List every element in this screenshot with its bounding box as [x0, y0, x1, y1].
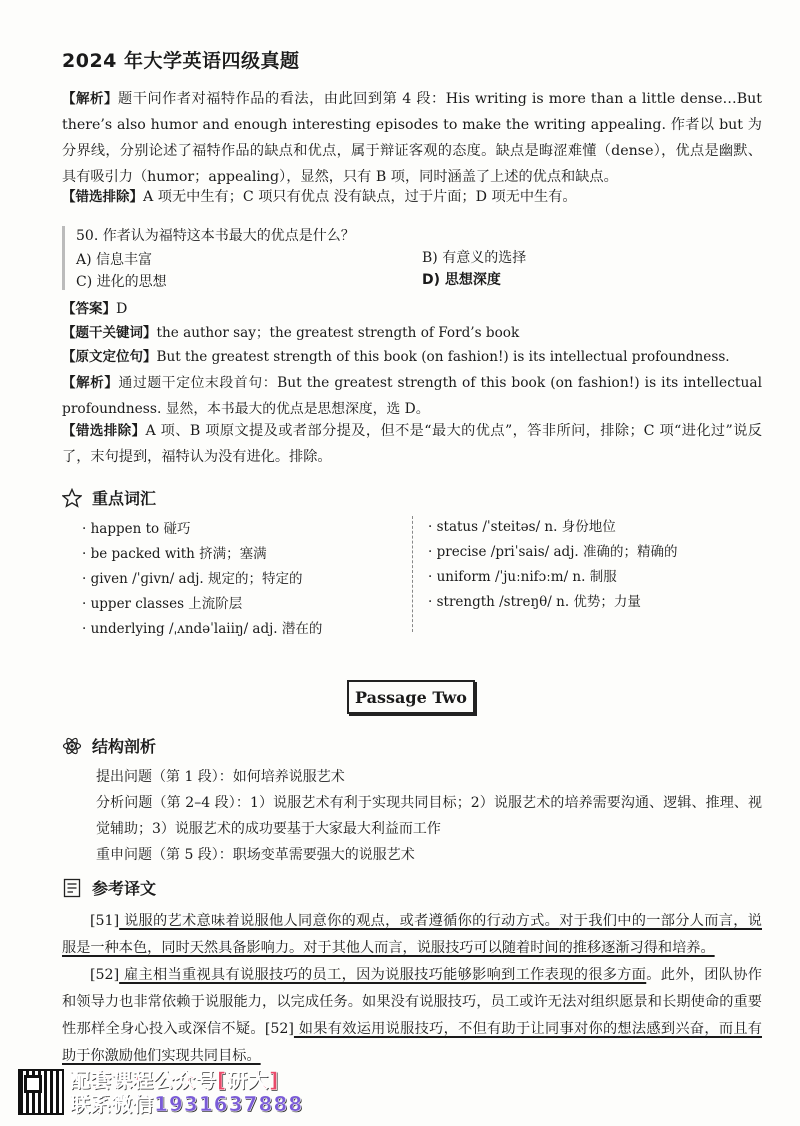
vocab-item: · precise /priˈsais/ adj. 准确的；精确的: [428, 540, 677, 565]
exclude-text: A 项无中生有；C 项只有优点 没有缺点，过于片面；D 项无中生有。: [143, 189, 577, 205]
translated-sentence: 如果有效运用说服技巧，不但有助于让同事对你的想法感到兴奋，而且有助于你激励他们实现共同目标。: [62, 1021, 762, 1064]
option-d: D) 思想深度: [422, 272, 501, 288]
question-50: 50. 作者认为福特这本书最大的优点是什么？: [76, 228, 355, 244]
vocab-list-left: [82, 517, 322, 642]
star-icon: [62, 488, 82, 508]
vocab-item: · status /ˈsteitəs/ n. 身份地位: [428, 515, 677, 540]
sentence-number: [52]: [90, 967, 120, 983]
page-title: 2024 年大学英语四级真题: [62, 50, 300, 72]
option-b: B) 有意义的选择: [422, 250, 527, 266]
promo-line-2: 联系微信1931637888: [70, 1092, 304, 1116]
structure-body: [62, 764, 762, 868]
translated-text: 。此外，团队协作和领导力也非常依赖于说服能力，以完成任务。如果没有说服技巧，员工或许无法对组织愿景和长期使命的重要性那样全身心投入或深信不疑。: [62, 967, 762, 1037]
exclude-tag: 【错选排除】: [62, 189, 143, 205]
option-c: C) 进化的思想: [76, 274, 167, 290]
vocab-item: · given /ˈɡivn/ adj. 规定的；特定的: [82, 567, 322, 592]
locate-text: But the greatest strength of this book (on fashion!) is its intellectual profoundness.: [156, 349, 730, 365]
q50-exclude: [62, 418, 762, 470]
atom-icon: [62, 736, 82, 756]
vocab-heading-text: 重点词汇: [92, 489, 157, 508]
locate-line: [62, 344, 762, 370]
translation-heading: [62, 876, 156, 899]
sentence-number: [52]: [264, 1021, 294, 1037]
vocab-item: · strength /streŋθ/ n. 优势；力量: [428, 590, 677, 615]
qr-code-icon: [18, 1069, 64, 1115]
document-icon: [62, 878, 82, 898]
structure-line: 分析问题（第 2–4 段）：1）说服艺术有利于实现共同目标；2）说服艺术的培养需要沟通、逻辑、推理、视觉辅助；3）说服艺术的成功要基于大家最大利益而工作: [96, 795, 762, 837]
question-side-bar: [62, 226, 65, 290]
analysis-text: 通过题干定位末段首句：But the greatest strength of this book (on fashion!) is its intellectual profoundness. 显然，本书最大的优点是思想深度，选 D。: [62, 375, 763, 417]
locate-tag: 【原文定位句】: [62, 349, 157, 365]
analysis-tag: 【解析】: [62, 375, 119, 391]
q49-analysis: [62, 86, 762, 190]
vocab-item: · upper classes 上流阶层: [82, 592, 322, 617]
structure-line: 重申问题（第 5 段）：职场变革需要强大的说服艺术: [96, 847, 415, 863]
q50-analysis: [62, 370, 762, 422]
q49-exclude: [62, 184, 762, 210]
passage-label: Passage Two: [347, 680, 475, 714]
vocab-item: · uniform /ˈjuːnifɔːm/ n. 制服: [428, 565, 677, 590]
structure-heading-text: 结构剖析: [92, 737, 157, 756]
vocab-divider: [412, 516, 413, 632]
promo-watermark: [18, 1068, 303, 1116]
keywords-text: the author say；the greatest strength of Ford’s book: [156, 325, 520, 341]
analysis-text: 题干问作者对福特作品的看法，由此回到第 4 段：His writing is more than a little dense…But there’s also humor and enough interesting episodes to make the writing appealing. 作者以 but 为分界线，分别论述了福特作品的缺点和优点，属于辩证客观的态度。缺点是晦涩难懂（dense），优点是幽默、具有吸引力（humor；appealing），显然，只有 B 项，同时涵盖了上述的优点和缺点。: [62, 91, 763, 185]
vocab-list-right: [428, 515, 677, 615]
vocab-item: · happen to 碰巧: [82, 517, 322, 542]
analysis-tag: 【解析】: [62, 91, 119, 107]
structure-line: 提出问题（第 1 段）：如何培养说服艺术: [96, 769, 345, 785]
keywords-tag: 【题干关键词】: [62, 325, 157, 341]
vocab-item: · underlying /ˌʌndəˈlaiiŋ/ adj. 潜在的: [82, 617, 322, 642]
keywords-line: [62, 320, 762, 346]
exclude-tag: 【错选排除】: [62, 423, 146, 439]
translated-sentence: 对于我们中的一部分人而言，说服是一种本色，同时天然具备影响力。对于其他人而言，说服技巧可以随着时间的推移逐渐习得和培养。: [62, 913, 762, 956]
answer-value: D: [116, 301, 128, 317]
structure-heading: [62, 734, 156, 757]
translation-paragraph-1: [62, 908, 762, 962]
exclude-text: A 项、B 项原文提及或者部分提及，但不是“最大的优点”，答非所问，排除；C 项“进化过”说反了，末句提到，福特认为没有进化。排除。: [62, 423, 762, 465]
translation-heading-text: 参考译文: [92, 879, 157, 898]
translated-sentence: 说服的艺术意味着说服他人同意你的观点，或者遵循你的行动方式。: [119, 913, 560, 929]
sentence-number: [51]: [90, 913, 120, 929]
promo-line-1: 配套课程公众号[研大]: [70, 1068, 280, 1092]
vocab-heading: [62, 486, 156, 509]
option-a: A) 信息丰富: [76, 252, 153, 268]
translation-paragraph-2: [62, 962, 762, 1070]
answer-line: [62, 296, 762, 322]
answer-tag: 【答案】: [62, 301, 116, 317]
vocab-item: · be packed with 挤满；塞满: [82, 542, 322, 567]
translated-sentence: 雇主相当重视具有说服技巧的员工，因为说服技巧能够影响到工作表现的很多方面: [119, 967, 647, 983]
